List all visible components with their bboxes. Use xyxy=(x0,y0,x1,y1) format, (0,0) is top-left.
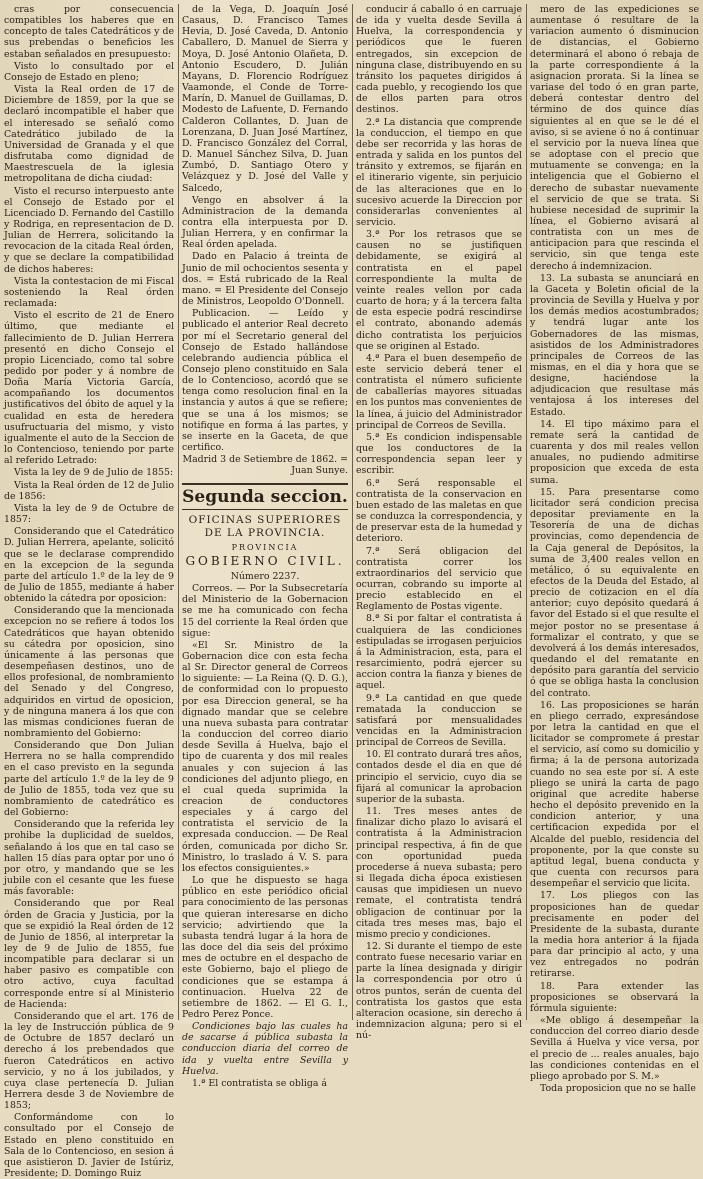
paragraph: 13. La subasta se anunciará en la Gaceta y Boletin oficial de la provincia de Sevilla y Huelva y por los demás medios acostumbrados; y tendrá lugar ante los Gobernadores de las mismas, asistidos de los Administradores principales de Correos de las mismas, en el dia y hora que se designe, haciéndose la adjudicacion que resultase más ventajosa á los intereses del Estado. xyxy=(530,272,699,418)
paragraph: 12. Si durante el tiempo de este contrato fuese necesario variar en parte la línea designada y dirigir la correspondencia por otro ú otros puntos, serán de cuenta del contratista los gastos que esta alteracion ocasione, sin derecho á indemnizacion alguna; pero si el nú- xyxy=(356,940,522,1042)
gobierno-civil-heading: GOBIERNO CIVIL. xyxy=(185,553,345,568)
paragraph: 1.ª El contratista se obliga á xyxy=(192,1077,328,1089)
paragraph: Conformándome con lo consultado por el Consejo de Estado en pleno constituido en Sala de lo Contencioso, en sesion á que asistieron D. Javier de Istúriz, Presidente; D. Domingo Ruiz xyxy=(4,1112,174,1179)
section-heading: Segunda seccion. xyxy=(182,483,348,510)
column-3 xyxy=(356,4,522,1042)
paragraph: Vista la Real órden de 12 de Julio de 1856: xyxy=(4,479,174,502)
paragraph: 11. Tres meses antes de finalizar dicho plazo lo avisará el contratista á la Administracion principal respectiva, á fin de que con oportunidad pueda procederse á nueva subasta; pero si llegada dicha época existiesen causas que impidiesen un nuevo remate, el contratista tendrá obligacion de continuar por la citada tres meses mas, bajo el mismo precio y condiciones. xyxy=(356,806,522,940)
paragraph: 17. Los pliegos con las proposiciones han de quedar precisamente en poder del Presidente de la subasta, durante la media hora anterior á la fijada para dar principio al acto, y una vez entregados no podrán retirarse. xyxy=(530,890,699,980)
paragraph: Vista la ley de 9 de Julio de 1855: xyxy=(14,467,174,479)
paragraph: 9.ª La cantidad en que quede rematada la conduccion se satisfará por mensualidades vencidas en la Administracion principal de Correos de Sevilla. xyxy=(356,692,522,749)
paragraph: «Me obligo á desempeñar la conduccion del correo diario desde Sevilla á Huelva y vice versa, por el precio de ... reales anuales, bajo las condiciones contenidas en el pliego aprobado por S. M.» xyxy=(530,1015,699,1082)
column-4 xyxy=(530,4,699,1094)
paragraph: Condiciones bajo las cuales ha de sacarse á pública subasta la conduccion diaria del correo de ida y vuelta entre Sevilla y Huelva. xyxy=(182,1021,348,1077)
paragraph: 15. Para presentarse como licitador será condicion precisa depositar previamente en la Tesorería de una de dichas provincias, como dependencia de la Caja general de Depósitos, la suma de 3,400 reales vellon en metálico, ó su equivalente en efectos de la Deuda del Estado, al precio de cotizacion en el día anterior; cuyo depósito quedará á favor del Estado si el que resulte el mejor postor no se presentase á formalizar el contrato, y que se devolverá á los demás interesados, quedando el del rematante en depósito para garantía del servicio ó que se obliga hasta la conclusion del contrato. xyxy=(530,486,699,699)
paragraph: 7.ª Será obligacion del contratista correr los extraordinarios del servicio que ocurran, cobrando su importe al precio establecido en el Reglamento de Postas vigente. xyxy=(356,545,522,613)
paragraph: 6.ª Será responsable el contratista de la conservacion en buen estado de las maletas en que se conduzca la correspondencia, y de preservar esta de la humedad y deterioro. xyxy=(356,477,522,545)
paragraph: Visto lo consultado por el Consejo de Estado en pleno; xyxy=(4,60,174,83)
paragraph: 3.ª Por los retrasos que se causen no se justifiquen debidamente, se exigirá al contratista en el papel correspondiente la multa de veinte reales vellon por cada cuarto de hora; y á la tercera falta de esta especie podrá rescindirse el contrato, abonando además dicho contratista los perjuicios que se originen al Estado. xyxy=(356,229,522,352)
paragraph: 4.ª Para el buen desempeño de este servicio deberá tener el contratista el número suficiente de caballerías mayores situadas en los puntos mas convenientes de la línea, á juicio del Administrador principal de Correos de Sevilla. xyxy=(356,352,522,431)
paragraph: 18. Para extender las proposiciones se observará la fórmula siguiente: xyxy=(530,980,699,1014)
province-label: PROVINCIA xyxy=(231,542,299,552)
paragraph: Publicacion. — Leído y publicado el anterior Real decreto por mí el Secretario general del Consejo de Estado hallándose celebrando audiencia pública el Consejo pleno constituido en Sala de lo Contencioso, acordó que se tenga como resolucion final en la instancia y autos á que se refiere; que se una á los mismos; se notifique en forma á las partes, y se inserte en la Gaceta, de que certifico. xyxy=(182,308,348,454)
paragraph: «El Sr. Ministro de la Gobernacion dice con esta fecha al Sr. Director general de Correos lo siguiente: — La Reina (Q. D. G.), de conformidad con lo propuesto por esa Direccion general, se ha dignado mandar que se celebre una nueva subasta para contratar la conduccion del correo diario desde Sevilla á Huelva, bajo el tipo de cuarenta y dos mil reales anuales y con sujecion á las condiciones del adjunto pliego, en el cual queda suprimida la creacion de conductores especiales y á cargo del contratista el servicio de la expresada conduccion. — De Real órden, comunicada por dicho Sr. Ministro, lo traslado á V. S. para los efectos consiguientes.» xyxy=(182,639,348,874)
paragraph: Vista la contestacion de mi Fiscal sosteniendo la Real órden reclamada: xyxy=(4,275,174,310)
paragraph: 14. El tipo máximo para el remate será la cantidad de cuarenta y dos mil reales vellon anuales, no pudiendo admitirse proposicion que exceda de esta suma. xyxy=(530,418,699,486)
paragraph: de la Vega, D. Joaquín José Casaus, D. Francisco Tames Hevia, D. José Caveda, D. Antonio Caballero, D. Manuel de Sierra y Moya, D. José Antonio Olañeta, D. Antonio Escudero, D. Julián Mayans, D. Florencio Rodríguez Vaamonde, el Conde de Torre-Marín, D. Manuel de Guillamas, D. Modesto de Lafuente, D. Fernando Calderon Collantes, D. Juan de Lorenzana, D. Juan José Martínez, D. Francisco González del Corral, D. Manuel Sánchez Silva, D. Juan Zumbó, D. Santiago Otero y Velázquez y D. José del Valle y Salcedo, xyxy=(182,4,348,194)
paragraph: Visto el escrito de 21 de Enero último, que mediante el fallecimiento de D. Julian Herrera presentó en dicho Consejo el propio Licenciado, como tal sobre pedido por poder y á nombre de Doña María Victoria García, acompañando los documentos justificativos del óbito de aquel y la cualidad en esta de heredera usufructuaria del mismo, y visto igualmente el auto de la Seccion de lo Contencioso, teniendo por parte al referido Letrado: xyxy=(4,310,174,467)
paragraph: Considerando que por Real órden de Gracia y Justicia, por la que se expidió la Real órden de 12 de Junio de 1856, al interpretar la ley de 9 de Julio de 1855, fue incompatible para declarar si un haber pasivo es compatible con otro activo, cuya facultad corresponde entre sí al Ministerio de Hacienda: xyxy=(4,898,174,1010)
paragraph: cras por consecuencia compatibles los haberes que en concepto de tales Catedráticos y de sus prebendas o beneficios les estaban señalados en presupuesto: xyxy=(4,4,174,60)
paragraph: 16. Las proposiciones se harán en pliego cerrado, expresándose por letra la cantidad en que el licitador se compromete á prestar el servicio, así como su domicilio y firma; á la de persona autorizada cuando no sea este por sí. A este pliego se unirá la carta de pago original que acredite haberse hecho el depósito prevenido en la condicion anterior, y una certificacion expedida por el Alcalde del pueblo, residencia del proponente, por la que conste su aptitud legal, buena conducta y que cuenta con recursos para desempeñar el servicio que licita. xyxy=(530,699,699,890)
column-rule xyxy=(526,4,527,1020)
paragraph: 5.ª Es condicion indispensable que los conductores de la correspondencia sepan leer y escribir. xyxy=(356,431,522,477)
paragraph: Correos. — Por la Subsecretaría del Ministerio de la Gobernacion se me ha comunicado con fecha 15 del corriente la Real órden que sigue: xyxy=(182,583,348,639)
paragraph: 10. El contrato durará tres años, contados desde el dia en que dé principio el servicio, cuyo dia se fijará al comunicar la aprobacion superior de la subasta. xyxy=(356,749,522,805)
paragraph: Considerando que la referida ley prohibe la duplicidad de sueldos, señalando á los que en tal caso se hallen 15 días para optar por uno ó por otro, y mandando que se les jubile con el cesante que les fuese más favorable: xyxy=(4,819,174,898)
paragraph: 8.ª Si por faltar el contratista á cualquiera de las condiciones estipuladas se irrogasen perjuicios á la Administracion, esta, para el resarcimiento, podrá ejercer su accion contra la fianza y bienes de aquel. xyxy=(356,613,522,692)
paragraph: Considerando que el art. 176 de la ley de Instrucción pública de 9 de Octubre de 1857 declaró un derecho á los prebendados que fueron Catedráticos en activo servicio, y no á los jubilados, y cuya clase pertenecía D. Julian Herrera desde 3 de Noviembre de 1853; xyxy=(4,1010,174,1112)
paragraph: Considerando que la mencionada excepcion no se refiere á todos los Catedráticos que hayan obtenido su cátedra por oposicion, sino únicamente á las personas que desempeñasen destinos, uno de ellos profesional, de nombramiento del Senado y del Congreso, adquiridos en virtud de oposicion, y de ninguna manera á los que con las mismas condiciones fueran de nombramiento del Gobierno: xyxy=(4,605,174,739)
paragraph: Madrid 3 de Setiembre de 1862. = Juan Sunye. xyxy=(182,454,348,477)
column-2 xyxy=(182,4,348,1089)
paragraph: Considerando que el Catedrático D. Julian Herrera, apelante, solicitó que se le declarase comprendido en la excepcion de la segunda parte del artículo 1.º de la ley de 9 de Julio de 1855, mediante á haber obtenido la cátedra por oposicion: xyxy=(4,526,174,605)
paragraph: conducir á caballo ó en carruaje de ida y vuelta desde Sevilla á Huelva, la correspondencia y periódicos que le fueren entregados, sin excepcion de ninguna clase, distribuyendo en su tránsito los paquetes dirigidos á cada pueblo, y recogiendo los que de ellos parten para otros destinos. xyxy=(356,4,522,116)
column-1 xyxy=(4,4,174,1179)
section-subheading: OFICINAS SUPERIORES DE LA PROVINCIA. xyxy=(188,513,342,539)
paragraph: Toda proposicion que no se halle xyxy=(540,1083,696,1094)
column-rule xyxy=(178,4,179,1020)
paragraph: Dado en Palacio á treinta de Junio de mil ochocientos sesenta y dos. = Está rubricado de la Real mano. = El Presidente del Consejo de Ministros, Leopoldo O'Donnell. xyxy=(182,251,348,308)
paragraph: 2.ª La distancia que comprende la conduccion, el tiempo en que debe ser recorrida y las horas de entrada y salida en los puntos del tránsito y extremos, se fijarán en el itinerario vigente, sin perjuicio de las alteraciones que en lo sucesivo acuerde la Direccion por considerarlas convenientes al servicio. xyxy=(356,116,522,228)
paragraph: Considerando que Don Julian Herrera no se halla comprendido en el caso previsto en la segunda parte del artículo 1.º de la ley de 9 de Julio de 1855, toda vez que su nombramiento de catedrático es del Gobierno: xyxy=(4,740,174,819)
paragraph: Vista la ley de 9 de Octubre de 1857: xyxy=(4,502,174,526)
column-rule xyxy=(352,4,353,1020)
paragraph: Lo que he dispuesto se haga público en este periódico oficial para conocimiento de las personas que quieran interesarse en dicho servicio; advirtiendo que la subasta tendrá lugar á la hora de las doce del dia seis del próximo mes de octubre en el despacho de este Gobierno, bajo el pliego de condiciones que se estampa á continuacion. Huelva 22 de setiembre de 1862. — El G. I., Pedro Perez Ponce. xyxy=(182,875,348,1020)
paragraph: Visto el recurso interpuesto ante el Consejo de Estado por el Licenciado D. Fernando del Castillo y Rodriga, en representacion de D. Julian de Herrera, solicitando la revocacion de la citada Real órden, y que se declare la compatibilidad de dichos haberes: xyxy=(4,185,174,275)
paragraph: Número 2237. xyxy=(230,570,300,582)
paragraph: Vengo en absolver á la Administracion de la demanda contra ella interpuesta por D. Julian Herrera, y en confirmar la Real órden apelada. xyxy=(182,194,348,251)
paragraph: Vista la Real orden de 17 de Diciembre de 1859, por la que se declaró incompatible el haber que el interesado se señaló como Catedrático jubilado de la Universidad de Granada y el que disfrutaba como dignidad de Maestrescuela de la iglesia metropolitana de dicha ciudad: xyxy=(4,84,174,185)
paragraph: mero de las expediciones se aumentase ó resultare de la variacion aumento ó disminucion de distancias, el Gobierno determinará el abono ó rebaja de la parte correspondiente á la asignacion prorata. Si la línea se variase del todo ó en gran parte, deberá contestar dentro del término de dos quince días siguientes al en que se le dé el aviso, si se aviene ó no á continuar el servicio por la nueva línea que se adoptase con el precio que mutuamente se convenga; en la inteligencia que el Gobierno el derecho de subastar nuevamente el servicio de que se trata. Si hubiese necesidad de suprimir la línea, el Gobierno avisará al contratista con un mes de anticipacion para que rescinda el servicio, sin que tenga este derecho á indemnizacion. xyxy=(530,4,699,272)
